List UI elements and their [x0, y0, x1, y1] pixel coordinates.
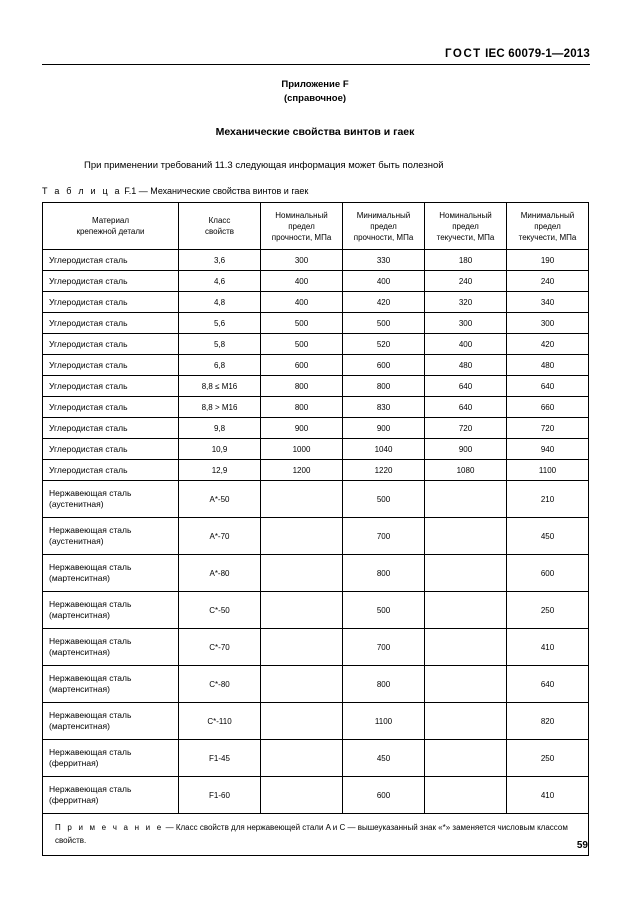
cell-minimum-yield: 1100 [507, 460, 589, 481]
cell-nominal-strength [261, 518, 343, 555]
cell-property-class: 8,8 ≤ М16 [179, 376, 261, 397]
cell-material [43, 376, 179, 397]
table-row [43, 376, 589, 397]
cell-nominal-strength: 500 [261, 334, 343, 355]
header-divider [42, 64, 590, 65]
column-header-class: Класс свойств [179, 203, 261, 250]
cell-nominal-yield: 720 [425, 418, 507, 439]
cell-property-class: F1-45 [179, 740, 261, 777]
cell-minimum-strength: 1100 [343, 703, 425, 740]
table-header-row [43, 203, 589, 250]
material-line: Нержавеющая сталь [49, 488, 132, 498]
cell-minimum-yield: 340 [507, 292, 589, 313]
table-row [43, 703, 589, 740]
material-line: Углеродистая сталь [49, 402, 128, 412]
material-line: (аустенитная) [49, 499, 104, 509]
cell-property-class: 6,8 [179, 355, 261, 376]
table-caption [42, 186, 308, 196]
cell-property-class: 4,8 [179, 292, 261, 313]
cell-property-class: 12,9 [179, 460, 261, 481]
cell-material [43, 397, 179, 418]
cell-property-class: 9,8 [179, 418, 261, 439]
column-header-minimum-strength: Минимальный предел прочности, МПа [343, 203, 425, 250]
table-row [43, 629, 589, 666]
cell-nominal-strength: 300 [261, 250, 343, 271]
cell-nominal-yield: 300 [425, 313, 507, 334]
cell-minimum-yield: 820 [507, 703, 589, 740]
table-note-label: П р и м е ч а н и е [55, 823, 164, 832]
material-line: Нержавеющая сталь [49, 710, 132, 720]
table-row [43, 271, 589, 292]
cell-nominal-strength [261, 740, 343, 777]
cell-nominal-yield: 480 [425, 355, 507, 376]
column-header-material: Материал крепежной детали [43, 203, 179, 250]
cell-property-class: C*-80 [179, 666, 261, 703]
cell-minimum-yield: 190 [507, 250, 589, 271]
document-header [445, 48, 590, 60]
table-row [43, 418, 589, 439]
material-line: Нержавеющая сталь [49, 784, 132, 794]
table-row [43, 518, 589, 555]
cell-nominal-strength [261, 592, 343, 629]
cell-nominal-strength [261, 703, 343, 740]
cell-property-class: 5,6 [179, 313, 261, 334]
cell-material [43, 777, 179, 814]
cell-nominal-yield [425, 481, 507, 518]
table-row [43, 460, 589, 481]
cell-property-class: C*-50 [179, 592, 261, 629]
cell-minimum-yield: 300 [507, 313, 589, 334]
cell-minimum-strength: 600 [343, 355, 425, 376]
cell-nominal-strength: 1000 [261, 439, 343, 460]
cell-property-class: 4,6 [179, 271, 261, 292]
cell-nominal-yield: 400 [425, 334, 507, 355]
table-row [43, 334, 589, 355]
cell-minimum-strength: 450 [343, 740, 425, 777]
cell-nominal-yield [425, 518, 507, 555]
cell-minimum-strength: 500 [343, 592, 425, 629]
table-note [43, 814, 589, 856]
cell-nominal-yield: 240 [425, 271, 507, 292]
cell-material [43, 418, 179, 439]
cell-property-class: 5,8 [179, 334, 261, 355]
cell-nominal-yield [425, 740, 507, 777]
cell-nominal-yield: 640 [425, 376, 507, 397]
cell-minimum-strength: 500 [343, 313, 425, 334]
material-line: (мартенситная) [49, 610, 110, 620]
cell-property-class: 3,6 [179, 250, 261, 271]
cell-material [43, 313, 179, 334]
table-row [43, 481, 589, 518]
material-line: (мартенситная) [49, 684, 110, 694]
cell-nominal-yield [425, 777, 507, 814]
cell-nominal-yield [425, 555, 507, 592]
cell-property-class: C*-110 [179, 703, 261, 740]
cell-minimum-yield: 250 [507, 740, 589, 777]
cell-minimum-yield: 940 [507, 439, 589, 460]
material-line: Нержавеющая сталь [49, 747, 132, 757]
cell-minimum-yield: 410 [507, 777, 589, 814]
cell-property-class: F1-60 [179, 777, 261, 814]
cell-minimum-yield: 250 [507, 592, 589, 629]
table-row [43, 666, 589, 703]
cell-minimum-yield: 240 [507, 271, 589, 292]
cell-material [43, 334, 179, 355]
table-row [43, 777, 589, 814]
material-line: Углеродистая сталь [49, 297, 128, 307]
cell-minimum-yield: 640 [507, 666, 589, 703]
cell-minimum-strength: 330 [343, 250, 425, 271]
appendix-heading [0, 78, 630, 106]
standard-code: IEC 60079-1—2013 [485, 48, 590, 60]
cell-minimum-strength: 800 [343, 555, 425, 592]
cell-minimum-strength: 1040 [343, 439, 425, 460]
material-line: (аустенитная) [49, 536, 104, 546]
cell-nominal-strength: 400 [261, 271, 343, 292]
column-header-nominal-yield: Номинальный предел текучести, МПа [425, 203, 507, 250]
material-line: Нержавеющая сталь [49, 562, 132, 572]
cell-nominal-strength: 1200 [261, 460, 343, 481]
table-note-text: — Класс свойств для нержавеющей стали A и C — вышеуказанный знак «*» заменяется числовым классом свойств. [55, 823, 568, 845]
material-line: (мартенситная) [49, 573, 110, 583]
table-row [43, 313, 589, 334]
material-line: (ферритная) [49, 758, 99, 768]
cell-material [43, 439, 179, 460]
cell-material [43, 355, 179, 376]
cell-material [43, 518, 179, 555]
cell-minimum-strength: 700 [343, 629, 425, 666]
cell-material [43, 629, 179, 666]
cell-minimum-strength: 500 [343, 481, 425, 518]
material-line: Углеродистая сталь [49, 381, 128, 391]
cell-material [43, 740, 179, 777]
material-line: Углеродистая сталь [49, 339, 128, 349]
material-line: Нержавеющая сталь [49, 673, 132, 683]
cell-nominal-strength: 900 [261, 418, 343, 439]
cell-material [43, 592, 179, 629]
cell-material [43, 292, 179, 313]
cell-minimum-strength: 400 [343, 271, 425, 292]
cell-nominal-yield [425, 629, 507, 666]
table-row [43, 250, 589, 271]
table-row [43, 740, 589, 777]
cell-minimum-strength: 700 [343, 518, 425, 555]
cell-property-class: A*-50 [179, 481, 261, 518]
cell-minimum-strength: 800 [343, 666, 425, 703]
table-caption-label: Т а б л и ц а [42, 186, 122, 196]
cell-nominal-strength: 500 [261, 313, 343, 334]
cell-material [43, 250, 179, 271]
mechanical-properties-table [42, 202, 589, 856]
cell-property-class: C*-70 [179, 629, 261, 666]
material-line: (ферритная) [49, 795, 99, 805]
table-row [43, 555, 589, 592]
cell-nominal-strength [261, 481, 343, 518]
cell-property-class: 10,9 [179, 439, 261, 460]
table-header [43, 203, 589, 250]
cell-nominal-strength: 600 [261, 355, 343, 376]
cell-minimum-strength: 900 [343, 418, 425, 439]
cell-nominal-strength: 800 [261, 397, 343, 418]
cell-minimum-strength: 600 [343, 777, 425, 814]
table-row [43, 292, 589, 313]
cell-property-class: A*-80 [179, 555, 261, 592]
cell-minimum-yield: 600 [507, 555, 589, 592]
cell-nominal-yield [425, 703, 507, 740]
cell-minimum-yield: 210 [507, 481, 589, 518]
cell-minimum-yield: 450 [507, 518, 589, 555]
table-row [43, 355, 589, 376]
material-line: Углеродистая сталь [49, 423, 128, 433]
material-line: (мартенситная) [49, 647, 110, 657]
table-note-row [43, 814, 589, 856]
cell-minimum-strength: 420 [343, 292, 425, 313]
cell-nominal-strength: 400 [261, 292, 343, 313]
column-header-nominal-strength: Номинальный предел прочности, МПа [261, 203, 343, 250]
material-line: Углеродистая сталь [49, 318, 128, 328]
column-header-minimum-yield: Минимальный предел текучести, МПа [507, 203, 589, 250]
cell-material [43, 703, 179, 740]
material-line: Углеродистая сталь [49, 255, 128, 265]
page-number: 59 [576, 840, 588, 851]
cell-material [43, 460, 179, 481]
cell-nominal-strength [261, 629, 343, 666]
intro-paragraph: При применении требований 11.3 следующая информация может быть полезной [84, 160, 444, 171]
standard-prefix: ГОСТ [444, 48, 482, 60]
cell-minimum-yield: 660 [507, 397, 589, 418]
cell-minimum-yield: 420 [507, 334, 589, 355]
material-line: Углеродистая сталь [49, 444, 128, 454]
material-line: (мартенситная) [49, 721, 110, 731]
cell-property-class: 8,8 > М16 [179, 397, 261, 418]
cell-nominal-yield: 180 [425, 250, 507, 271]
cell-minimum-strength: 830 [343, 397, 425, 418]
material-line: Нержавеющая сталь [49, 636, 132, 646]
material-line: Нержавеющая сталь [49, 599, 132, 609]
cell-nominal-strength [261, 666, 343, 703]
cell-minimum-yield: 480 [507, 355, 589, 376]
cell-nominal-strength [261, 555, 343, 592]
material-line: Углеродистая сталь [49, 465, 128, 475]
cell-nominal-yield [425, 592, 507, 629]
cell-material [43, 555, 179, 592]
cell-nominal-yield: 320 [425, 292, 507, 313]
cell-nominal-yield: 1080 [425, 460, 507, 481]
cell-nominal-yield: 900 [425, 439, 507, 460]
appendix-title: Приложение F [281, 79, 349, 90]
cell-property-class: A*-70 [179, 518, 261, 555]
table-row [43, 439, 589, 460]
table-row [43, 397, 589, 418]
material-line: Углеродистая сталь [49, 360, 128, 370]
material-line: Нержавеющая сталь [49, 525, 132, 535]
cell-material [43, 666, 179, 703]
cell-minimum-strength: 800 [343, 376, 425, 397]
cell-nominal-yield [425, 666, 507, 703]
cell-minimum-yield: 640 [507, 376, 589, 397]
cell-material [43, 271, 179, 292]
cell-material [43, 481, 179, 518]
material-line: Углеродистая сталь [49, 276, 128, 286]
table-row [43, 592, 589, 629]
cell-nominal-yield: 640 [425, 397, 507, 418]
appendix-subtitle: (справочное) [283, 93, 347, 104]
table-body [43, 250, 589, 856]
cell-nominal-strength [261, 777, 343, 814]
table-caption-text: F.1 — Механические свойства винтов и гаек [124, 186, 309, 196]
cell-minimum-strength: 520 [343, 334, 425, 355]
cell-minimum-strength: 1220 [343, 460, 425, 481]
cell-nominal-strength: 800 [261, 376, 343, 397]
cell-minimum-yield: 720 [507, 418, 589, 439]
cell-minimum-yield: 410 [507, 629, 589, 666]
page-title: Механические свойства винтов и гаек [215, 126, 415, 138]
